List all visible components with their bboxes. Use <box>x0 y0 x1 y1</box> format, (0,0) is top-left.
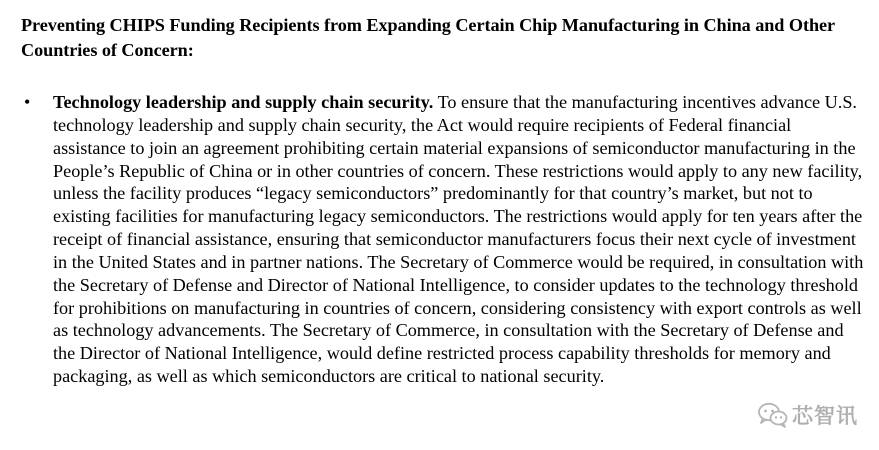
bullet-point: • <box>24 92 31 112</box>
watermark <box>758 398 858 432</box>
paragraph-body: To ensure that the manufacturing incentives advance U.S. technology leadership and supply chain security, the Act would require recipients of Federal financial assistance to join an agreement prohibiting certain material expansions of semiconductor manufacturing in the People’s Republic of China or in other countries of concern. These restrictions would apply to any new facility, unless the facility produces “legacy semiconductors” predominantly for that country’s market, but not to existing facilities for manufacturing legacy semiconductors. The restrictions would apply for ten years after the receipt of financial assistance, ensuring that semiconductor manufacturers focus their next cycle of investment in the United States and in partner nations. The Secretary of Commerce would be required, in consultation with the Secretary of Defense and Director of National Intelligence, to consider updates to the technology threshold for prohibitions on manufacturing in countries of concern, considering consistency with export controls as well as technology advancements. The Secretary of Commerce, in consultation with the Secretary of Defense and the Director of National Intelligence, would define restricted process capability thresholds for memory and packaging, as well as which semiconductors are critical to national security. <box>53 92 864 387</box>
section-heading: Preventing CHIPS Funding Recipients from Expanding Certain Chip Manufacturing in China and Other Countries of Concern: <box>21 15 835 60</box>
wechat-icon <box>758 402 788 428</box>
paragraph-lead: Technology leadership and supply chain security. <box>53 92 434 112</box>
watermark-text: 芯智讯 <box>792 404 858 428</box>
bullet-paragraph <box>53 91 865 388</box>
